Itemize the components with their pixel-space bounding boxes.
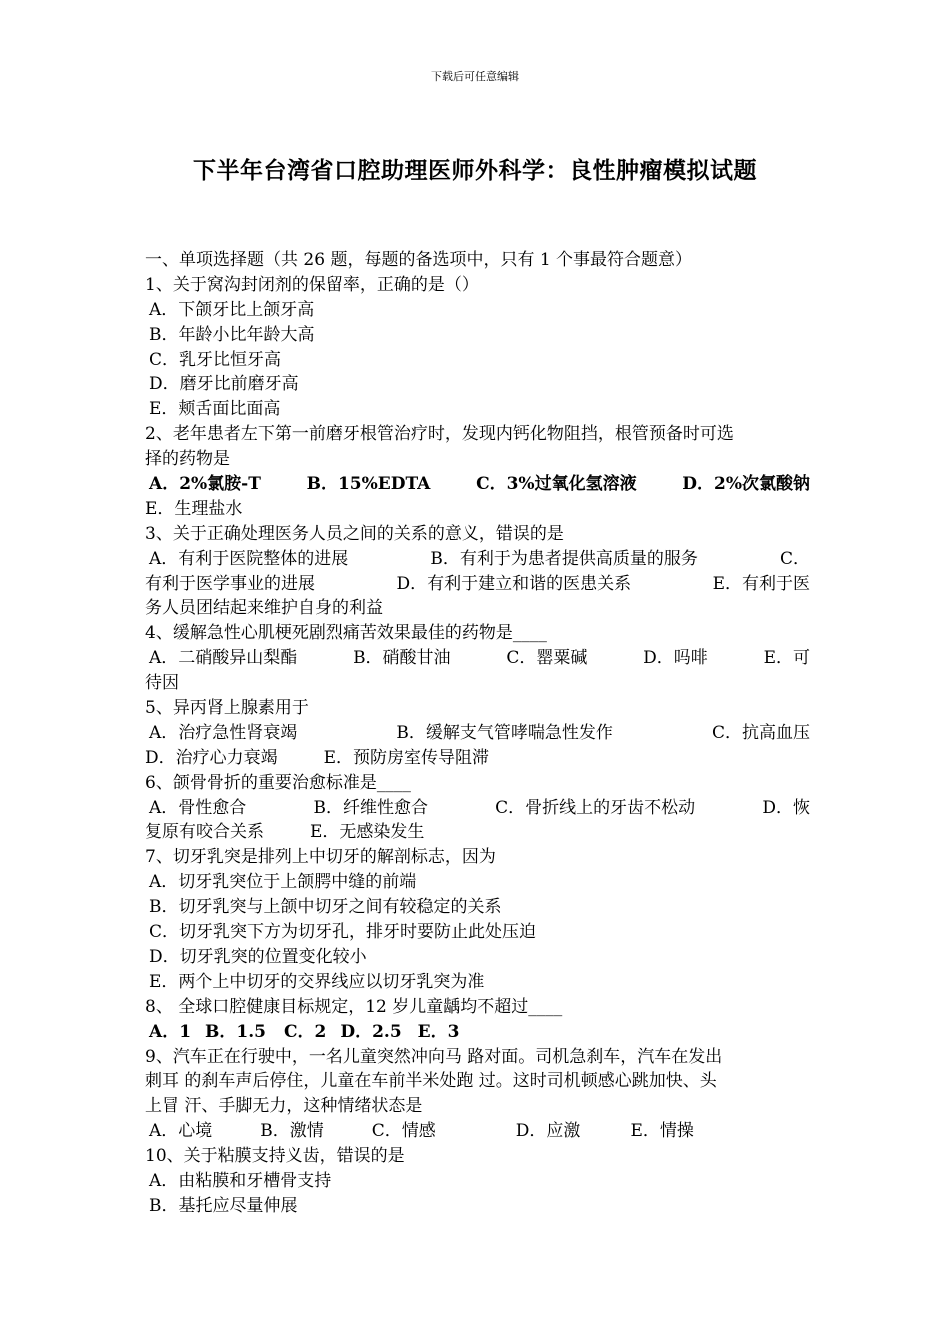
question-3-option-d: D．有利于建立和谐的医患关系 bbox=[396, 573, 632, 594]
question-2-option-c: C．3%过氧化氢溶液 bbox=[476, 474, 637, 495]
question-4-option-c: C．罂粟碱 bbox=[506, 648, 588, 669]
question-1-option-d: D．磨牙比前磨牙高 bbox=[149, 374, 299, 395]
question-7-option-a: A．切牙乳突位于上颌腭中缝的前端 bbox=[149, 872, 417, 893]
question-5-option-c: C．抗高血压 bbox=[711, 722, 810, 743]
question-8-option-a: A．1 bbox=[149, 1021, 192, 1042]
question-5-options-line2 bbox=[145, 746, 810, 771]
question-3-options-line2 bbox=[145, 572, 810, 597]
question-7-option-e: E．两个上中切牙的交界线应以切牙乳突为准 bbox=[149, 971, 485, 992]
question-7-option-c: C．切牙乳突下方为切牙孔，排牙时要防止此处压迫 bbox=[149, 922, 537, 943]
document-title: 下半年台湾省口腔助理医师外科学：良性肿瘤模拟试题 bbox=[193, 157, 757, 184]
question-3-stem: 3、关于正确处理医务人员之间的关系的意义，错误的是 bbox=[145, 523, 564, 544]
question-10-option-b: B．基托应尽量伸展 bbox=[149, 1195, 298, 1216]
question-2-stem: 2、老年患者左下第一前磨牙根管治疗时，发现内钙化物阻挡，根管预备时可选 bbox=[145, 424, 734, 445]
question-6-option-e: E．无感染发生 bbox=[310, 822, 425, 843]
question-4-option-d: D．吗啡 bbox=[643, 648, 708, 669]
question-9-option-c: C．情感 bbox=[371, 1121, 436, 1142]
question-6-option-a: A．骨性愈合 bbox=[149, 797, 247, 818]
question-8-option-c: C．2 bbox=[283, 1021, 327, 1042]
question-9-option-b: B．激情 bbox=[260, 1121, 324, 1142]
question-3-option-a: A．有利于医院整体的进展 bbox=[149, 548, 349, 569]
question-2-option-e: E．生理盐水 bbox=[145, 498, 243, 519]
question-list bbox=[145, 248, 810, 1219]
question-7-option-d: D．切牙乳突的位置变化较小 bbox=[149, 946, 367, 967]
question-9-stem-cont2: 上冒 汗、手脚无力，这种情绪状态是 bbox=[145, 1096, 423, 1117]
question-9-option-e: E．情操 bbox=[630, 1121, 694, 1142]
question-6-options-line1 bbox=[145, 796, 810, 821]
question-9-option-a: A．心境 bbox=[149, 1121, 213, 1142]
question-10-option-a: A．由粘膜和牙槽骨支持 bbox=[149, 1170, 332, 1191]
question-2-option-d: D．2%次氯酸钠 bbox=[682, 474, 810, 495]
question-5-option-a: A．治疗急性肾衰竭 bbox=[149, 722, 298, 743]
question-3-options-line1 bbox=[145, 547, 810, 572]
question-1-option-b: B．年龄小比年龄大高 bbox=[149, 324, 315, 345]
question-9-option-d: D．应激 bbox=[515, 1121, 581, 1142]
question-2-stem-cont: 择的药物是 bbox=[145, 449, 230, 470]
question-10-stem: 10、关于粘膜支持义齿，错误的是 bbox=[145, 1146, 405, 1167]
question-9-options bbox=[145, 1119, 810, 1144]
question-4-option-b: B．硝酸甘油 bbox=[353, 648, 451, 669]
question-5-options-line1 bbox=[145, 721, 810, 746]
question-8-option-d: D．2.5 bbox=[340, 1021, 402, 1042]
question-4-option-e-cont: 待因 bbox=[145, 673, 179, 694]
question-2-option-b: B．15%EDTA bbox=[306, 474, 431, 495]
question-8-options bbox=[145, 1020, 810, 1045]
question-4-options bbox=[145, 646, 810, 671]
question-5-option-e: E．预防房室传导阻滞 bbox=[323, 747, 490, 768]
question-8-option-e: E．3 bbox=[417, 1021, 460, 1042]
question-6-option-b: B．纤维性愈合 bbox=[313, 797, 428, 818]
question-3-option-b: B．有利于为患者提供高质量的服务 bbox=[430, 548, 698, 569]
question-6-stem: 6、颌骨骨折的重要治愈标准是____ bbox=[145, 772, 411, 793]
question-5-option-d: D．治疗心力衰竭 bbox=[145, 747, 278, 768]
question-7-stem: 7、切牙乳突是排列上中切牙的解剖标志，因为 bbox=[145, 847, 496, 868]
question-6-option-d: D．恢 bbox=[762, 797, 810, 818]
question-3-option-e-cont: 务人员团结起来维护自身的利益 bbox=[145, 598, 383, 619]
question-6-options-line2 bbox=[145, 820, 810, 845]
question-1-option-c: C．乳牙比恒牙高 bbox=[149, 349, 282, 370]
question-3-option-c-label: C． bbox=[779, 548, 810, 569]
question-2-option-a: A．2%氯胺-T bbox=[149, 474, 261, 495]
question-1-option-a: A．下颌牙比上颌牙高 bbox=[149, 299, 315, 320]
question-8-stem: 8、 全球口腔健康目标规定，12 岁儿童龋均不超过____ bbox=[145, 996, 563, 1017]
question-4-option-a: A．二硝酸异山梨酯 bbox=[149, 648, 298, 669]
question-5-option-b: B．缓解支气管哮喘急性发作 bbox=[396, 722, 613, 743]
question-2-options bbox=[145, 472, 810, 497]
question-1-stem: 1、关于窝沟封闭剂的保留率，正确的是（） bbox=[145, 274, 479, 295]
question-9-stem: 9、汽车正在行驶中，一名儿童突然冲向马 路对面。司机急刹车，汽车在发出 bbox=[145, 1046, 723, 1067]
question-9-stem-cont1: 刺耳 的刹车声后停住，儿童在车前半米处跑 过。这时司机顿感心跳加快、头 bbox=[145, 1071, 717, 1092]
question-8-option-b: B．1.5 bbox=[205, 1021, 266, 1042]
question-6-option-c: C．骨折线上的牙齿不松动 bbox=[495, 797, 696, 818]
page-header: 下载后可任意编辑 bbox=[431, 70, 519, 83]
question-3-option-c-text: 有利于医学事业的进展 bbox=[145, 573, 315, 594]
question-7-option-b: B．切牙乳突与上颌中切牙之间有较稳定的关系 bbox=[149, 897, 502, 918]
question-4-option-e: E．可 bbox=[763, 648, 810, 669]
question-6-option-d-cont: 复原有咬合关系 bbox=[145, 822, 264, 843]
question-1-option-e: E．颊舌面比面高 bbox=[149, 399, 281, 420]
section-heading: 一、单项选择题（共 26 题，每题的备选项中，只有 1 个事最符合题意） bbox=[145, 250, 693, 270]
question-5-stem: 5、异丙肾上腺素用于 bbox=[145, 698, 309, 719]
question-4-stem: 4、缓解急性心肌梗死剧烈痛苦效果最佳的药物是____ bbox=[145, 623, 547, 644]
question-3-option-e: E．有利于医 bbox=[712, 573, 810, 594]
